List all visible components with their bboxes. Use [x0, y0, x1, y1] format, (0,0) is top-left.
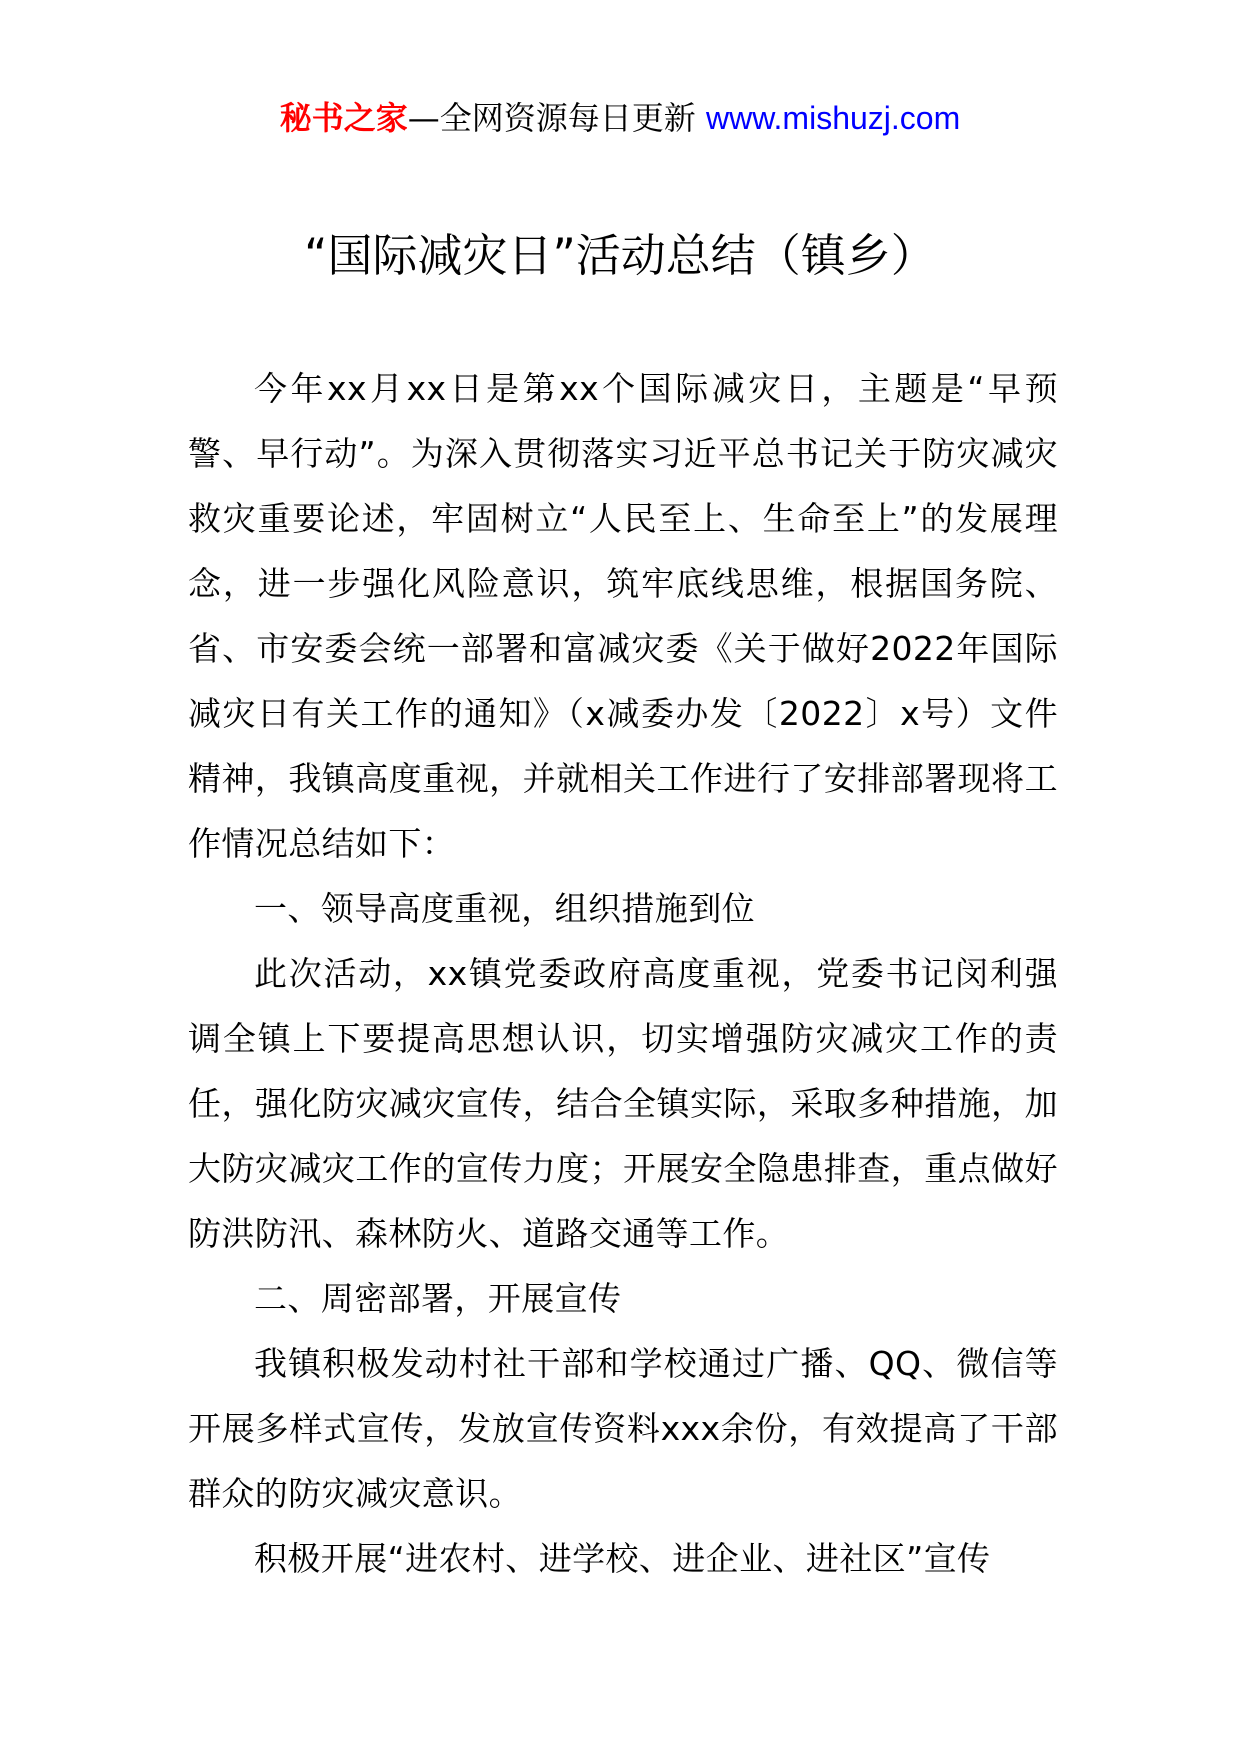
- document-title: “国际减灾日”活动总结（镇乡）: [304, 229, 936, 282]
- site-url[interactable]: www.mishuzj.com: [705, 100, 961, 136]
- site-header: [0, 98, 1240, 138]
- site-tagline: —全网资源每日更新: [407, 99, 696, 137]
- paragraph-section-2-continued: 积极开展“进农村、进学校、进企业、进社区”宣传: [254, 1539, 991, 1578]
- document-body: [188, 356, 1058, 1591]
- section-heading-2: 二、周密部署，开展宣传: [254, 1279, 622, 1318]
- paragraph-intro: 今年xx月xx日是第xx个国际减灾日，主题是“早预警、早行动”。为深入贯彻落实习近平总书记关于防灾减灾救灾重要论述，牢固树立“人民至上、生命至上”的发展理念，进一步强化风险意识，筑牢底线思维，根据国务院、省、市安委会统一部署和富减灾委《关于做好2022年国际减灾日有关工作的通知》（x减委办发〔2022〕x号）文件精神，我镇高度重视，并就相关工作进行了安排部署现将工作情况总结如下：: [188, 369, 1058, 863]
- section-heading-1: 一、领导高度重视，组织措施到位: [254, 889, 755, 928]
- brand-name: 秘书之家: [279, 99, 408, 137]
- paragraph-section-1: 此次活动，xx镇党委政府高度重视，党委书记闵利强调全镇上下要提高思想认识，切实增强防灾减灾工作的责任，强化防灾减灾宣传，结合全镇实际，采取多种措施，加大防灾减灾工作的宣传力度；开展安全隐患排查，重点做好防洪防汛、森林防火、道路交通等工作。: [188, 954, 1058, 1253]
- paragraph-section-2: 我镇积极发动村社干部和学校通过广播、QQ、微信等开展多样式宣传，发放宣传资料xxx余份，有效提高了干部群众的防灾减灾意识。: [188, 1344, 1058, 1513]
